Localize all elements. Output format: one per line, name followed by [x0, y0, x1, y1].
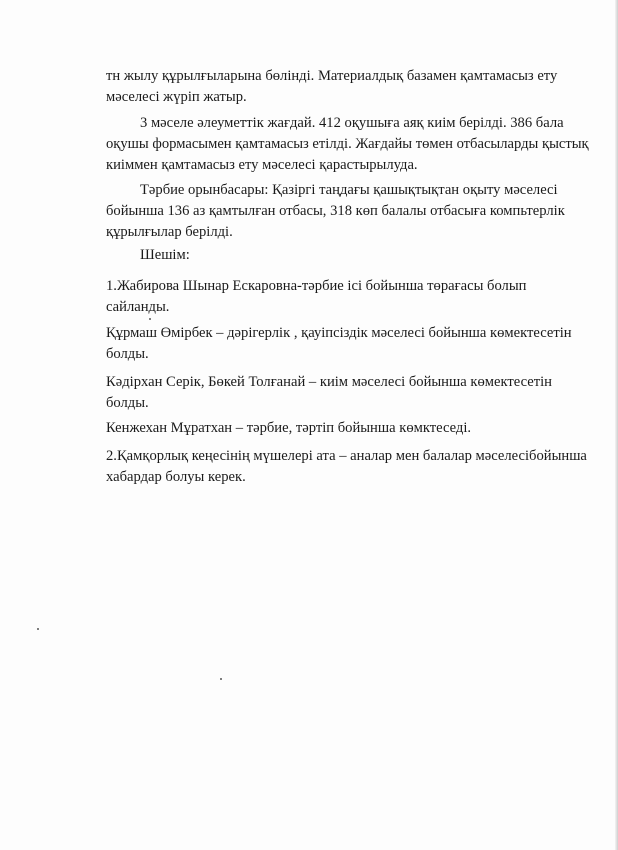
text-line: сайланды.: [106, 299, 170, 315]
paragraph-2: [106, 113, 589, 176]
scan-speck: [149, 318, 151, 320]
text-line: 2.Қамқорлық кеңесінің мүшелері ата – аналар мен балалар мәселесібойынша: [106, 448, 587, 464]
text-line: оқушы формасымен қамтамасыз етілді. Жағдайы төмен отбасыларды қыстық: [106, 136, 589, 152]
text-line: хабардар болуы керек.: [106, 469, 246, 485]
text-line: құрылғылар берілді.: [106, 224, 233, 240]
decision-item-3: [106, 372, 576, 414]
text-line: тн жылу құрылғыларына бөлінді. Материалдық базамен қамтамасыз ету: [106, 68, 558, 84]
heading-text: Шешім:: [140, 247, 190, 263]
text-line: Құрмаш Өмірбек – дәрігерлік , қауіпсіздік мәселесі бойынша көмектесетін: [106, 325, 572, 341]
scan-speck: [37, 628, 39, 630]
text-line: болды.: [106, 346, 149, 362]
text-line: 3 мәселе әлеуметтік жағдай. 412 оқушыға аяқ киім берілді. 386 бала: [140, 115, 564, 131]
text-line: Тәрбие орынбасары: Қазіргі таңдағы қашықтықтан оқыту мәселесі: [140, 182, 558, 198]
text-line: киіммен қамтамасыз ету мәселесі қарастырылуда.: [106, 157, 418, 173]
text-line: мәселесі жүріп жатыр.: [106, 89, 247, 105]
decision-item-1: [106, 276, 576, 318]
decision-item-2: [106, 323, 576, 365]
scan-speck: [220, 678, 222, 680]
text-line: Кенжехан Мұратхан – тәрбие, тәртіп бойынша көмктеседі.: [106, 420, 472, 436]
paragraph-3: [106, 180, 576, 243]
text-line: Кәдірхан Серік, Бөкей Толғанай – киім мәселесі бойынша көмектесетін: [106, 374, 552, 390]
paragraph-1: [106, 66, 576, 108]
decision-item-4: [106, 418, 576, 439]
decision-heading: [106, 245, 576, 266]
text-line: бойынша 136 аз қамтылған отбасы, 318 көп балалы отбасыға компьтерлік: [106, 203, 565, 219]
decision-item-5: [106, 446, 587, 488]
text-line: болды.: [106, 395, 149, 411]
text-line: 1.Жабирова Шынар Ескаровна-тәрбие ісі бойынша төрағасы болып: [106, 278, 527, 294]
